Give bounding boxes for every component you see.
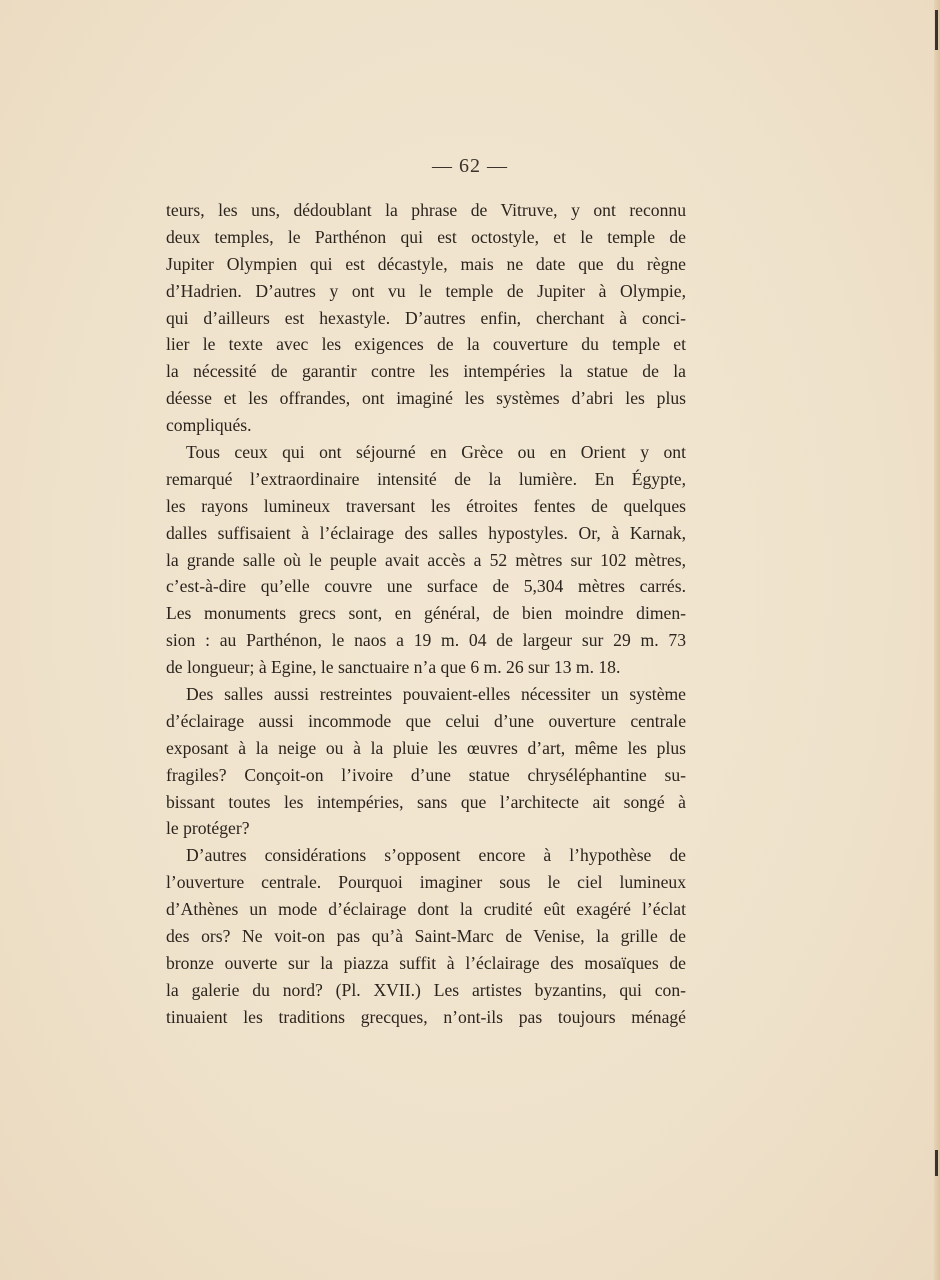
text-line: deux temples, le Parthénon qui est octostyle, et le temple de — [166, 226, 686, 247]
text-line: déesse et les offrandes, ont imaginé les systèmes d’abri les plus — [166, 388, 686, 409]
paragraph — [166, 439, 686, 681]
text-line: qui d’ailleurs est hexastyle. D’autres enfin, cherchant à conci- — [166, 307, 686, 328]
edge-mark — [935, 1150, 938, 1176]
text-line: Tous ceux qui ont séjourné en Grèce ou en Orient y ont — [186, 442, 686, 463]
text-line: Des salles aussi restreintes pouvaient-elles nécessiter un système — [186, 684, 686, 705]
edge-mark — [935, 10, 938, 50]
body-text — [166, 197, 686, 1031]
paragraph — [166, 681, 686, 842]
text-line: la galerie du nord? (Pl. XVII.) Les artistes byzantins, qui con- — [166, 979, 686, 1000]
text-line: de longueur; à Egine, le sanctuaire n’a que 6 m. 26 sur 13 m. 18. — [166, 657, 621, 678]
text-line: Les monuments grecs sont, en général, de bien moindre dimen- — [166, 603, 686, 624]
text-line: D’autres considérations s’opposent encore à l’hypothèse de — [186, 845, 686, 866]
text-line: teurs, les uns, dédoublant la phrase de Vitruve, y ont reconnu — [166, 200, 686, 220]
text-line: d’éclairage aussi incommode que celui d’une ouverture centrale — [166, 710, 686, 731]
text-line: l’ouverture centrale. Pourquoi imaginer sous le ciel lumineux — [166, 872, 686, 893]
text-line: lier le texte avec les exigences de la couverture du temple et — [166, 334, 686, 355]
text-line: remarqué l’extraordinaire intensité de la lumière. En Égypte, — [166, 468, 686, 489]
text-line: tinuaient les traditions grecques, n’ont-ils pas toujours ménagé — [166, 1006, 686, 1027]
text-line: la grande salle où le peuple avait accès a 52 mètres sur 102 mètres, — [166, 549, 686, 570]
text-line: compliqués. — [166, 415, 252, 436]
text-line: dalles suffisaient à l’éclairage des salles hypostyles. Or, à Karnak, — [166, 522, 686, 543]
paragraph — [166, 197, 686, 439]
text-line: la nécessité de garantir contre les intempéries la statue de la — [166, 361, 686, 382]
text-line: bronze ouverte sur la piazza suffit à l’éclairage des mosaïques de — [166, 952, 686, 973]
text-line: fragiles? Conçoit-on l’ivoire d’une statue chryséléphantine su- — [166, 764, 686, 785]
page-edge — [934, 0, 940, 1280]
text-line: d’Athènes un mode d’éclairage dont la crudité eût exagéré l’éclat — [166, 899, 686, 920]
text-line: c’est-à-dire qu’elle couvre une surface de 5,304 mètres carrés. — [166, 576, 686, 597]
text-line: des ors? Ne voit-on pas qu’à Saint-Marc de Venise, la grille de — [166, 926, 686, 947]
text-line: Jupiter Olympien qui est décastyle, mais ne date que du règne — [166, 253, 686, 274]
text-line: exposant à la neige ou à la pluie les œuvres d’art, même les plus — [166, 737, 686, 758]
text-line: les rayons lumineux traversant les étroites fentes de quelques — [166, 495, 686, 516]
text-line: d’Hadrien. D’autres y ont vu le temple de Jupiter à Olympie, — [166, 280, 686, 301]
page-number: — 62 — — [432, 155, 508, 177]
paragraph — [166, 842, 686, 1030]
text-line: sion : au Parthénon, le naos a 19 m. 04 de largeur sur 29 m. 73 — [166, 630, 686, 651]
text-line: le protéger? — [166, 818, 250, 839]
text-line: bissant toutes les intempéries, sans que l’architecte ait songé à — [166, 791, 686, 812]
